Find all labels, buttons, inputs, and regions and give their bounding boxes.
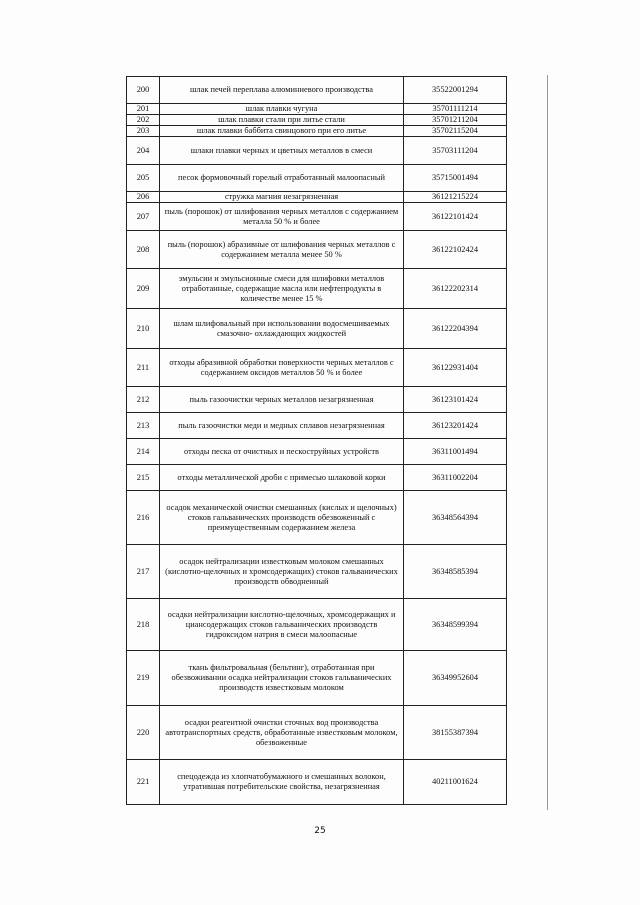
waste-code-cell: 36123101424 xyxy=(404,387,507,413)
waste-name-cell: шлак плавки стали при литье стали xyxy=(160,115,404,126)
waste-code-cell: 36122204394 xyxy=(404,309,507,349)
table-row xyxy=(127,760,507,805)
row-number-cell: 202 xyxy=(127,115,160,126)
row-number-cell: 212 xyxy=(127,387,160,413)
table-row xyxy=(127,231,507,269)
row-number-cell: 213 xyxy=(127,413,160,439)
table-row xyxy=(127,491,507,545)
row-number-cell: 217 xyxy=(127,545,160,599)
waste-name-cell: отходы абразивной обработки поверхности черных металлов с содержанием оксидов металлов 50 % и более xyxy=(160,349,404,387)
table-row xyxy=(127,126,507,137)
waste-name-cell: осадок нейтрализации известковым молоком смешанных (кислотно-щелочных и хромсодержащих) стоков гальванических производств обводненный xyxy=(160,545,404,599)
waste-code-cell: 40211001624 xyxy=(404,760,507,805)
table-row xyxy=(127,465,507,491)
table-row xyxy=(127,309,507,349)
waste-name-cell: шлак плавки чугуна xyxy=(160,104,404,115)
row-number-cell: 216 xyxy=(127,491,160,545)
waste-code-cell: 36348599394 xyxy=(404,599,507,651)
waste-code-cell: 35522001294 xyxy=(404,77,507,104)
waste-name-cell: ткань фильтровальная (бельтинг), отработанная при обезвоживании осадка нейтрализации стоков гальванических производств известковым молоком xyxy=(160,651,404,706)
waste-name-cell: эмульсии и эмульсионные смеси для шлифовки металлов отработанные, содержащие масла или нефтепродукты в количестве менее 15 % xyxy=(160,269,404,309)
row-number-cell: 205 xyxy=(127,165,160,192)
waste-code-cell: 36349952604 xyxy=(404,651,507,706)
waste-name-cell: осадки нейтрализации кислотно-щелочных, хромсодержащих и циансодержащих стоков гальванических производств гидроксидом натрия в смеси малоопасные xyxy=(160,599,404,651)
page-number: 25 xyxy=(314,826,326,836)
waste-name-cell: шлак печей переплава алюминиевого производства xyxy=(160,77,404,104)
waste-name-cell: стружка магния незагрязненная xyxy=(160,192,404,203)
waste-name-cell: пыль газоочистки меди и медных сплавов незагрязненная xyxy=(160,413,404,439)
waste-name-cell: шлам шлифовальный при использовании водосмешиваемых смазочно- охлаждающих жидкостей xyxy=(160,309,404,349)
row-number-cell: 220 xyxy=(127,706,160,760)
table-row xyxy=(127,651,507,706)
waste-code-cell: 36122202314 xyxy=(404,269,507,309)
table-row xyxy=(127,413,507,439)
waste-name-cell: пыль газоочистки черных металлов незагрязненная xyxy=(160,387,404,413)
waste-name-cell: отходы песка от очистных и пескоструйных устройств xyxy=(160,439,404,465)
waste-table-body xyxy=(127,77,507,805)
waste-name-cell: песок формовочный горелый отработанный малоопасный xyxy=(160,165,404,192)
waste-code-cell: 36122101424 xyxy=(404,203,507,231)
waste-code-cell: 36121215224 xyxy=(404,192,507,203)
row-number-cell: 208 xyxy=(127,231,160,269)
row-number-cell: 215 xyxy=(127,465,160,491)
table-row xyxy=(127,137,507,165)
waste-name-cell: пыль (порошок) от шлифования черных металлов с содержанием металла 50 % и более xyxy=(160,203,404,231)
waste-code-cell: 38155387394 xyxy=(404,706,507,760)
table-row xyxy=(127,599,507,651)
table-row xyxy=(127,77,507,104)
row-number-cell: 210 xyxy=(127,309,160,349)
waste-name-cell: осадки реагентной очистки сточных вод производства автотранспортных средств, обработанные известковым молоком, обезвоженные xyxy=(160,706,404,760)
row-number-cell: 218 xyxy=(127,599,160,651)
table-row xyxy=(127,115,507,126)
waste-name-cell: отходы металлической дроби с примесью шлаковой корки xyxy=(160,465,404,491)
waste-code-cell: 35701111214 xyxy=(404,104,507,115)
waste-code-cell: 36311001494 xyxy=(404,439,507,465)
waste-code-cell: 36122102424 xyxy=(404,231,507,269)
scan-edge-line xyxy=(547,75,548,810)
row-number-cell: 204 xyxy=(127,137,160,165)
table-row xyxy=(127,165,507,192)
row-number-cell: 201 xyxy=(127,104,160,115)
row-number-cell: 219 xyxy=(127,651,160,706)
waste-code-cell: 35702115204 xyxy=(404,126,507,137)
row-number-cell: 214 xyxy=(127,439,160,465)
table-row xyxy=(127,387,507,413)
waste-name-cell: спецодежда из хлопчатобумажного и смешанных волокон, утратившая потребительские свойства, незагрязненная xyxy=(160,760,404,805)
table-row xyxy=(127,706,507,760)
waste-code-cell: 36348585394 xyxy=(404,545,507,599)
row-number-cell: 221 xyxy=(127,760,160,805)
table-row xyxy=(127,203,507,231)
waste-code-cell: 35703111204 xyxy=(404,137,507,165)
row-number-cell: 209 xyxy=(127,269,160,309)
table-row xyxy=(127,439,507,465)
waste-code-cell: 35701211204 xyxy=(404,115,507,126)
row-number-cell: 206 xyxy=(127,192,160,203)
table-row xyxy=(127,269,507,309)
waste-name-cell: шлак плавки баббита свинцового при его литье xyxy=(160,126,404,137)
row-number-cell: 203 xyxy=(127,126,160,137)
table-row xyxy=(127,192,507,203)
table-row xyxy=(127,104,507,115)
waste-code-cell: 35715001494 xyxy=(404,165,507,192)
waste-code-cell: 36311002204 xyxy=(404,465,507,491)
row-number-cell: 207 xyxy=(127,203,160,231)
table-row xyxy=(127,545,507,599)
waste-code-cell: 36348564394 xyxy=(404,491,507,545)
waste-code-cell: 36122931404 xyxy=(404,349,507,387)
waste-table xyxy=(126,76,507,805)
row-number-cell: 211 xyxy=(127,349,160,387)
row-number-cell: 200 xyxy=(127,77,160,104)
waste-name-cell: пыль (порошок) абразивные от шлифования черных металлов с содержанием металла менее 50 % xyxy=(160,231,404,269)
table-row xyxy=(127,349,507,387)
waste-code-cell: 36123201424 xyxy=(404,413,507,439)
waste-name-cell: шлаки плавки черных и цветных металлов в смеси xyxy=(160,137,404,165)
waste-name-cell: осадок механической очистки смешанных (кислых и щелочных) стоков гальванических производств обезвоженный с преимущественным содержанием железа xyxy=(160,491,404,545)
